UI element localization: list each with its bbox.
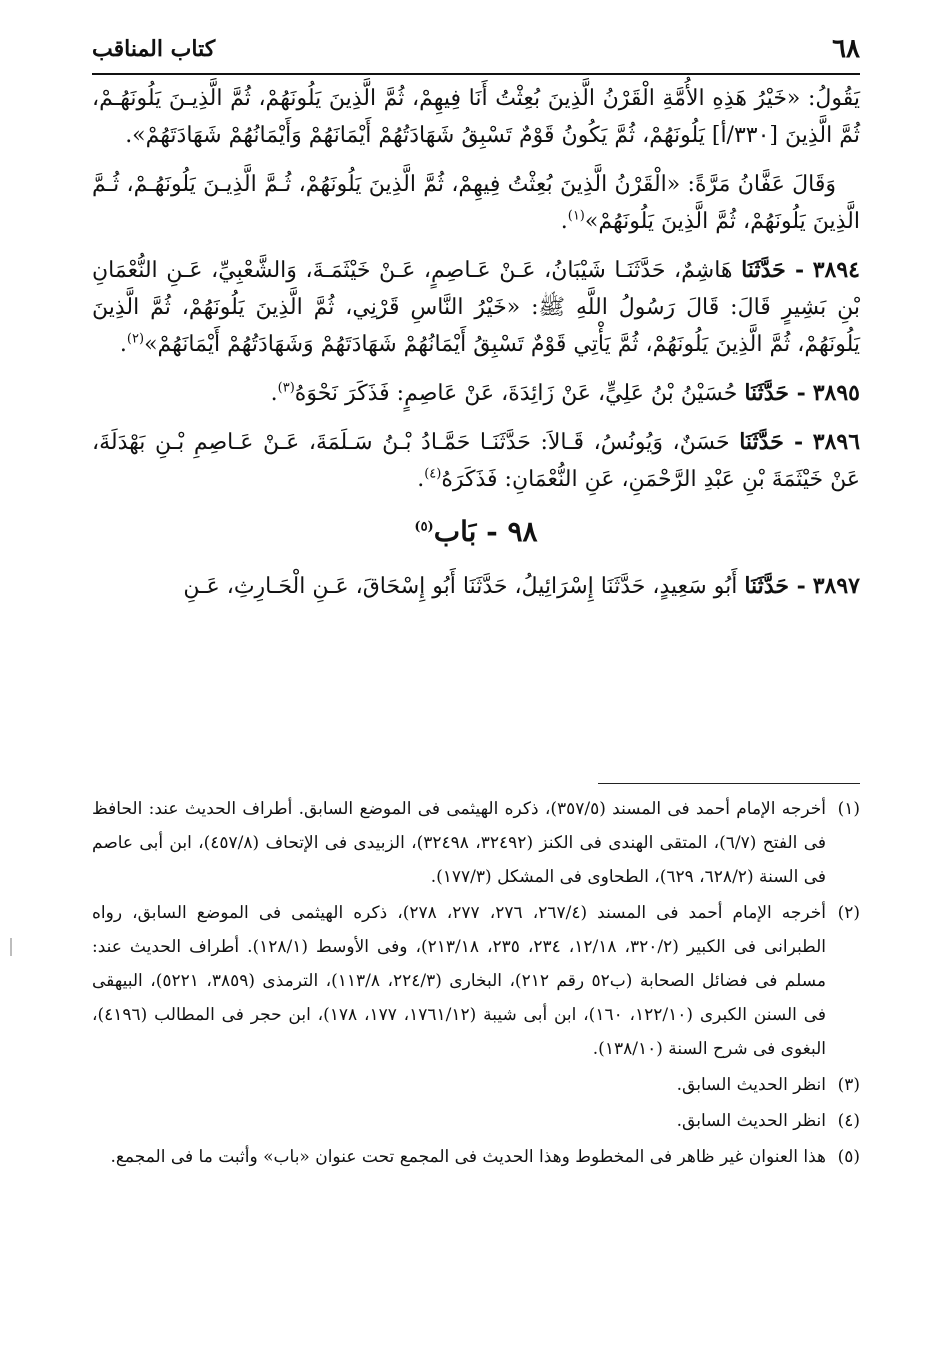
- section-title: ٩٨ - بَاب: [433, 515, 538, 548]
- hadith-entry: ٣٨٩٧ - حَدَّثَنَا أَبُو سَعِيدٍ، حَدَّثَنَا إِسْرَائِيلُ، حَدَّثَنَا أَبُو إِسْحَاقَ، عَـنِ الْحَـارِثِ، عَـنِ: [183, 573, 860, 599]
- footnotes: [92, 792, 860, 1176]
- paragraph-text: وَقَالَ عَفَّانُ مَرَّةً: «الْقَرْنُ الَّذِينَ بُعِثْتُ فِيهِمْ، ثُمَّ الَّذِينَ يَلُونَهُمْ، ثُـمَّ الَّذِيـنَ يَلُونَهُـمْ، ثُـمَّ الَّذِينَ يَلُونَهُمْ، ثُمَّ الَّذِينَ يَلُونَهُمْ»: [92, 172, 860, 234]
- hadith-end: .: [270, 381, 278, 406]
- hadith-number: ٣٨٩٥: [812, 380, 860, 406]
- footnote: [92, 1104, 860, 1138]
- hadith-text: هَاشِمٌ، حَدَّثَنَـا شَيْبَانُ، عَـنْ عَـاصِمٍ، عَـنْ خَيْثَمَـةَ، وَالشَّعْبِيِّ، عَـنِ النُّعْمَانِ بْنِ بَشِيرٍ قَالَ: قَالَ رَسُولُ اللَّهِ ﷺ: «خَيْرُ النَّاسِ قَرْنِي، ثُمَّ الَّذِينَ يَلُونَهُمْ، ثُمَّ الَّذِينَ يَلُونَهُمْ، ثُمَّ الَّذِينَ يَلُونَهُمْ، ثُمَّ يَأْتِي قَوْمٌ تَسْبِقُ أَيْمَانُهُمْ شَهَادَتَهُمْ وَشَهَادَتُهُمْ أَيْمَانَهُمْ»: [92, 258, 860, 357]
- hadith-entry: ٣٨٩٤ - حَدَّثَنَا هَاشِمٌ، حَدَّثَنَـا شَيْبَانُ، عَـنْ عَـاصِمٍ، عَـنْ خَيْثَمَـةَ، وَالشَّعْبِيِّ، عَـنِ النُّعْمَانِ بْنِ بَشِيرٍ قَالَ: قَالَ رَسُولُ اللَّهِ ﷺ: «خَيْرُ النَّاسِ قَرْنِي، ثُمَّ الَّذِينَ يَلُونَهُمْ، ثُمَّ الَّذِينَ يَلُونَهُمْ، ثُمَّ الَّذِينَ يَلُونَهُمْ، ثُمَّ يَأْتِي قَوْمٌ تَسْبِقُ أَيْمَانُهُمْ شَهَادَتَهُمْ وَشَهَادَتُهُمْ أَيْمَانَهُمْ»$^{(٢)}$.: [92, 257, 860, 357]
- footnote-ref[interactable]: (٣): [277, 380, 295, 396]
- book-title: كتاب المناقب: [92, 36, 216, 62]
- page-number: ٦٨: [832, 34, 860, 64]
- footnote-ref[interactable]: (٢): [126, 331, 145, 347]
- paragraph-end: .: [560, 209, 568, 234]
- footnote-mark: (٣): [837, 1075, 860, 1095]
- footnote-ref[interactable]: (٤): [424, 466, 442, 482]
- hadith-text: أَبُو سَعِيدٍ، حَدَّثَنَا إِسْرَائِيلُ، حَدَّثَنَا أَبُو إِسْحَاقَ، عَـنِ الْحَـارِثِ، عَـنِ: [183, 574, 738, 599]
- footnote-text: هذا العنوان غير ظاهر فى المخطوط وهذا الحديث فى المجمع تحت عنوان «باب» وأثبت ما فى المجمع.: [110, 1147, 826, 1167]
- margin-mark: [10, 938, 12, 956]
- footnote-text: أخرجه الإمام أحمد فى المسند (٣٥٧/٥)، ذكره الهيثمى فى الموضع السابق. أطراف الحديث عند: الحافظ فى الفتح (٦/٧)، المتقى الهندى فى الكنز (٣٢٤٩٢، ٣٢٤٩٨)، الزبيدى فى الإتحاف (٤٥٧/٨)، ابن أبى عاصم فى السنة (٦٢٨/٢، ٦٢٩)، الطحاوى فى المشكل (١٧٧/٣).: [92, 799, 826, 887]
- hadith-entry: ٣٨٩٥ - حَدَّثَنَا حُسَيْنُ بْنُ عَلِيٍّ، عَنْ زَائِدَةَ، عَنْ عَاصِمٍ: فَذَكَرَ نَحْوَهُ$^{(٣)}$.: [270, 380, 860, 406]
- paragraph: [92, 166, 860, 240]
- footnote-text: انظر الحديث السابق.: [676, 1075, 826, 1095]
- hadith-number: ٣٨٩٦: [812, 429, 861, 455]
- footnote-ref[interactable]: (٥): [414, 519, 434, 535]
- hadith-end: .: [417, 467, 425, 492]
- hadith-entry: ٣٨٩٦ - حَدَّثَنَا حَسَنٌ، وَيُونُسُ، قَـالاَ: حَدَّثَنَـا حَمَّـادُ بْـنُ سَـلَمَةَ، عَـنْ عَـاصِمِ بْـنِ بَهْدَلَةَ، عَنْ خَيْثَمَةَ بْنِ عَبْدِ الرَّحْمَنِ، عَنِ النُّعْمَانِ: فَذَكَرَهُ$^{(٤)}$.: [92, 429, 861, 492]
- header-rule: [92, 73, 860, 75]
- hadith-text: حُسَيْنُ بْنُ عَلِيٍّ، عَنْ زَائِدَةَ، عَنْ عَاصِمٍ: فَذَكَرَ نَحْوَهُ: [294, 381, 738, 406]
- footnote-ref[interactable]: (١): [567, 208, 585, 224]
- hadith-isnad-start: حَدَّثَنَا: [739, 429, 784, 455]
- main-text: [92, 80, 860, 617]
- footnote-mark: (٥): [837, 1147, 860, 1167]
- hadith-number: ٣٨٩٤: [812, 257, 860, 283]
- hadith-text: حَسَنٌ، وَيُونُسُ، قَـالاَ: حَدَّثَنَـا حَمَّـادُ بْـنُ سَـلَمَةَ، عَـنْ عَـاصِمِ بْـنِ بَهْدَلَةَ، عَنْ خَيْثَمَةَ بْنِ عَبْدِ الرَّحْمَنِ، عَنِ النُّعْمَانِ: فَذَكَرَهُ: [92, 430, 860, 492]
- footnote: [92, 896, 860, 1066]
- hadith-isnad-start: حَدَّثَنَا: [741, 257, 786, 283]
- hadith-end: .: [119, 332, 127, 357]
- footnote-text: أخرجه الإمام أحمد فى المسند (٢٦٧/٤، ٢٧٦، ٢٧٧، ٢٧٨)، ذكره الهيثمى فى الموضع السابق، رواه الطبرانى فى الكبير (٣٢٠/٢، ١٢/١٨، ٢٣٤، ٢٣٥، ٢١٣/١٨)، وفى الأوسط (١٢٨/١). أطراف الحديث عند: مسلم فى فضائل الصحابة (ب٥٢ رقم ٢١٢)، البخارى (٢٢٤/٣، ١١٣/٨)، الترمذى (٣٨٥٩، ٥٢٢١)، البيهقى فى السنن الكبرى (١٢٢/١٠، ١٦٠)، ابن أبى شيبة (١٧٦١/١٢، ١٧٧، ١٧٨)، ابن حجر فى المطالب (٤١٩٦)، البغوى فى شرح السنة (١٣٨/١٠).: [92, 903, 827, 1059]
- footnote-mark: (٤): [837, 1111, 860, 1131]
- hadith-isnad-start: حَدَّثَنَا: [744, 573, 789, 599]
- paragraph: [92, 80, 860, 154]
- section-heading: [92, 510, 860, 554]
- footnote-mark: (٢): [837, 903, 860, 923]
- hadith-number: ٣٨٩٧: [812, 573, 860, 599]
- footnote: [92, 1140, 860, 1174]
- footnote-mark: (١): [837, 799, 860, 819]
- hadith-isnad-start: حَدَّثَنَا: [744, 380, 789, 406]
- footnote-text: انظر الحديث السابق.: [676, 1111, 826, 1131]
- footnote: [92, 792, 860, 894]
- footnote-separator: [598, 783, 860, 784]
- page-header: [92, 34, 860, 74]
- paragraph-text: يَقُولُ: «خَيْرُ هَذِهِ الأُمَّةِ الْقَرْنُ الَّذِينَ بُعِثْتُ أَنَا فِيهِمْ، ثُمَّ الَّذِينَ يَلُونَهُمْ، ثُمَّ الَّذِيـنَ يَلُونَهُـمْ، ثُمَّ الَّذِينَ [٣٣٠/أ] يَلُونَهُمْ، ثُمَّ يَكُونُ قَوْمٌ تَسْبِقُ شَهَادَتُهُمْ أَيْمَانَهُمْ وَأَيْمَانُهُمْ شَهَادَتَهُمْ».: [92, 86, 860, 148]
- footnote: [92, 1068, 860, 1102]
